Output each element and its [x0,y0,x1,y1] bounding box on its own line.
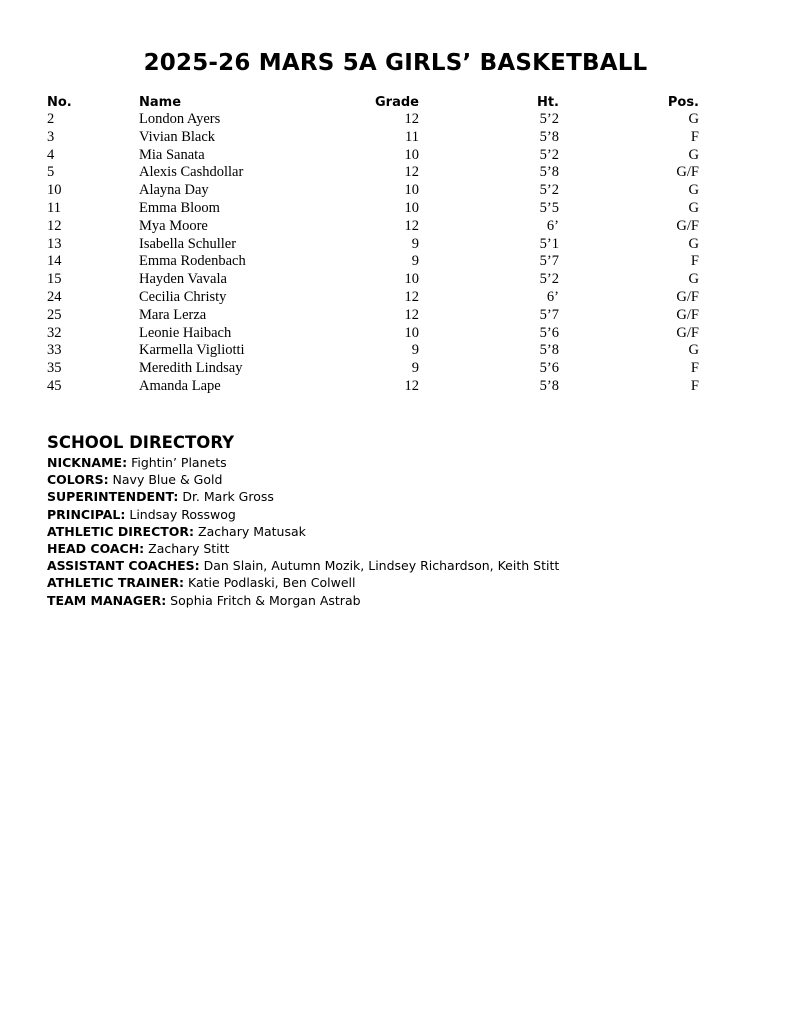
player-grade: 10 [404,324,419,341]
player-position: G/F [676,324,699,341]
player-position: G/F [676,217,699,234]
directory-value: Katie Podlaski, Ben Colwell [184,575,356,591]
table-row [47,129,699,147]
player-number: 4 [47,146,55,163]
table-row [47,378,699,396]
directory-value: Lindsay Rosswog [125,506,236,522]
player-name: Mia Sanata [139,146,205,163]
player-number: 13 [47,235,62,252]
directory-label: TEAM MANAGER: [47,592,167,608]
player-number: 2 [47,111,55,127]
directory-label: SUPERINTENDENT: [47,489,179,505]
player-name: Vivian Black [139,128,216,145]
header-grade: Grade [375,95,419,110]
player-position: F [690,253,699,270]
table-row [47,164,699,182]
player-name: Emma Bloom [139,199,220,216]
player-name: Cecilia Christy [139,288,227,305]
player-grade: 10 [404,182,419,199]
directory-item [47,574,559,591]
table-row [47,342,699,360]
player-name: London Ayers [139,111,221,127]
directory-value: Dan Slain, Autumn Mozik, Lindsey Richardson, Keith Stitt [199,558,560,574]
player-position: G [688,342,699,359]
player-height: 5’8 [539,342,559,359]
roster-body [47,111,699,396]
player-height: 5’6 [539,324,559,341]
directory-item [47,592,559,609]
player-name: Alexis Cashdollar [139,164,244,181]
directory-item [47,557,559,574]
player-height: 5’8 [539,128,559,145]
directory-value: Sophia Fritch & Morgan Astrab [166,592,361,608]
player-height: 5’7 [539,253,559,270]
player-position: G [688,182,699,199]
roster-header-row [47,94,699,111]
directory-item [47,506,559,523]
directory-label: ATHLETIC TRAINER: [47,575,184,591]
player-grade: 12 [404,288,419,305]
player-name: Alayna Day [139,182,209,199]
player-grade: 11 [405,128,419,145]
player-position: F [690,360,699,377]
player-number: 24 [47,288,62,305]
roster-table [47,94,699,396]
school-directory [47,433,559,609]
player-height: 5’1 [539,235,559,252]
directory-label: HEAD COACH: [47,541,145,557]
player-number: 25 [47,306,62,323]
player-grade: 10 [404,271,419,288]
player-number: 5 [47,164,55,181]
player-name: Emma Rodenbach [139,253,246,270]
player-name: Meredith Lindsay [139,360,243,377]
player-grade: 12 [404,217,419,234]
table-row [47,325,699,343]
directory-value: Dr. Mark Gross [178,489,274,505]
table-row [47,271,699,289]
player-grade: 12 [404,164,419,181]
player-grade: 12 [404,306,419,323]
player-number: 15 [47,271,62,288]
player-position: G [688,146,699,163]
player-name: Hayden Vavala [139,271,227,288]
player-name: Karmella Vigliotti [139,342,245,359]
player-name: Mara Lerza [139,306,207,323]
directory-item [47,488,559,505]
directory-item [47,523,559,540]
player-height: 5’7 [539,306,559,323]
player-position: G [688,111,699,127]
player-number: 33 [47,342,62,359]
header-position: Pos. [667,95,699,110]
header-name: Name [139,95,182,110]
directory-item [47,454,559,471]
player-position: G [688,199,699,216]
table-row [47,218,699,236]
player-number: 3 [47,128,55,145]
player-grade: 12 [404,111,419,127]
player-name: Amanda Lape [139,377,221,394]
player-height: 5’8 [539,164,559,181]
player-number: 14 [47,253,62,270]
player-number: 11 [47,199,61,216]
directory-value: Zachary Matusak [194,523,306,539]
player-grade: 9 [411,360,419,377]
player-grade: 9 [411,253,419,270]
player-height: 5’2 [539,182,559,199]
player-position: G/F [676,306,699,323]
player-position: G [688,235,699,252]
directory-label: ATHLETIC DIRECTOR: [47,523,195,539]
player-grade: 9 [411,342,419,359]
player-position: F [690,128,699,145]
player-height: 5’8 [539,377,559,394]
player-grade: 10 [404,146,419,163]
player-grade: 9 [411,235,419,252]
table-row [47,307,699,325]
player-position: G/F [676,164,699,181]
player-position: G/F [676,288,699,305]
directory-list [47,454,559,609]
player-height: 5’2 [539,271,559,288]
player-height: 5’6 [539,360,559,377]
table-row [47,147,699,165]
directory-item [47,540,559,557]
table-row [47,111,699,129]
directory-label: NICKNAME: [47,455,128,470]
directory-label: COLORS: [47,472,109,488]
player-height: 6’ [546,288,559,305]
directory-item [47,471,559,488]
player-height: 5’5 [539,199,559,216]
player-height: 5’2 [539,111,559,127]
table-row [47,360,699,378]
directory-value: Navy Blue & Gold [108,472,223,488]
player-grade: 12 [404,377,419,394]
directory-heading: SCHOOL DIRECTORY [47,433,235,452]
player-height: 6’ [546,217,559,234]
player-name: Mya Moore [139,217,208,234]
player-number: 45 [47,377,62,394]
player-name: Leonie Haibach [139,324,232,341]
player-number: 10 [47,182,62,199]
table-row [47,236,699,254]
directory-value: Zachary Stitt [144,541,230,557]
table-row [47,289,699,307]
header-no: No. [47,95,72,110]
header-height: Ht. [536,95,559,110]
player-position: F [690,377,699,394]
player-number: 12 [47,217,62,234]
directory-value: Fightin’ Planets [127,455,227,470]
table-row [47,182,699,200]
player-number: 35 [47,360,62,377]
player-number: 32 [47,324,62,341]
player-grade: 10 [404,199,419,216]
directory-label: ASSISTANT COACHES: [47,558,200,574]
player-height: 5’2 [539,146,559,163]
page-title: 2025-26 MARS 5A GIRLS’ BASKETBALL [143,50,648,76]
table-row [47,253,699,271]
directory-label: PRINCIPAL: [47,506,126,522]
player-name: Isabella Schuller [139,235,237,252]
player-position: G [688,271,699,288]
table-row [47,200,699,218]
